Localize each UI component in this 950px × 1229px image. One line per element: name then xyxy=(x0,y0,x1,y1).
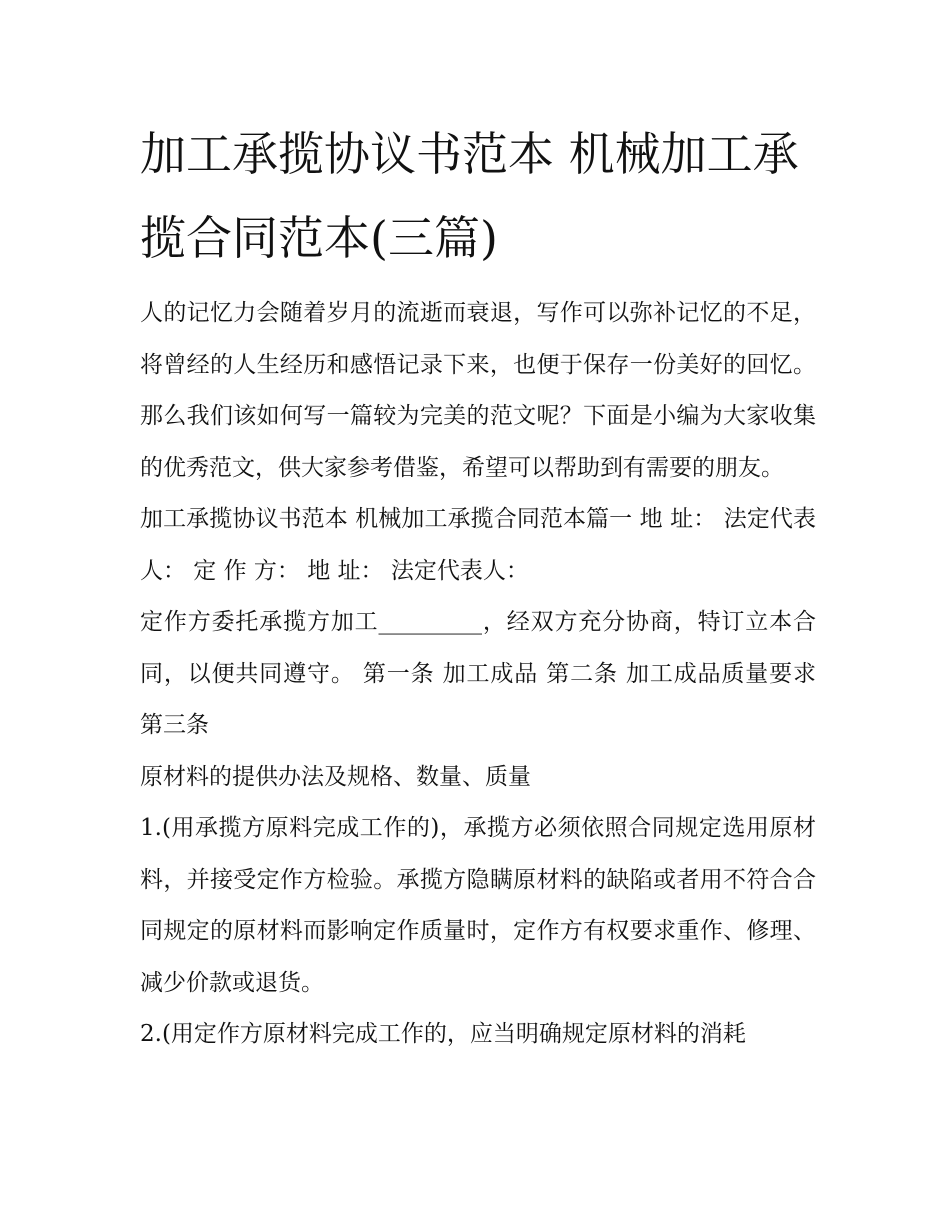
paragraph-parties: 加工承揽协议书范本 机械加工承揽合同范本篇一 地 址： 法定代表人： 定 作 方： 地 址： 法定代表人： xyxy=(140,506,816,584)
paragraph-intro: 人的记忆力会随着岁月的流逝而衰退，写作可以弥补记忆的不足，将曾经的人生经历和感悟记录下来，也便于保存一份美好的回忆。那么我们该如何写一篇较为完美的范文呢？下面是小编为大家收集的优秀范文，供大家参考借鉴，希望可以帮助到有需要的朋友。 xyxy=(140,300,816,481)
paragraph-commission: 定作方委托承揽方加工_________，经双方充分协商，特订立本合同，以便共同遵守。 第一条 加工成品 第二条 加工成品质量要求 第三条 xyxy=(140,609,816,738)
paragraph-item-1: 1.(用承揽方原料完成工作的)，承揽方必须依照合同规定选用原材料，并接受定作方检验。承揽方隐瞒原材料的缺陷或者用不符合合同规定的原材料而影响定作质量时，定作方有权要求重作、修理、减少价款或退货。 xyxy=(140,815,816,996)
paragraph-item-2: 2.(用定作方原材料完成工作的，应当明确规定原材料的消耗 xyxy=(140,1021,746,1047)
document-title: 加工承揽协议书范本 机械加工承揽合同范本(三篇) xyxy=(140,127,799,265)
document-page xyxy=(140,112,816,1061)
paragraph-materials-heading: 原材料的提供办法及规格、数量、质量 xyxy=(140,763,531,790)
